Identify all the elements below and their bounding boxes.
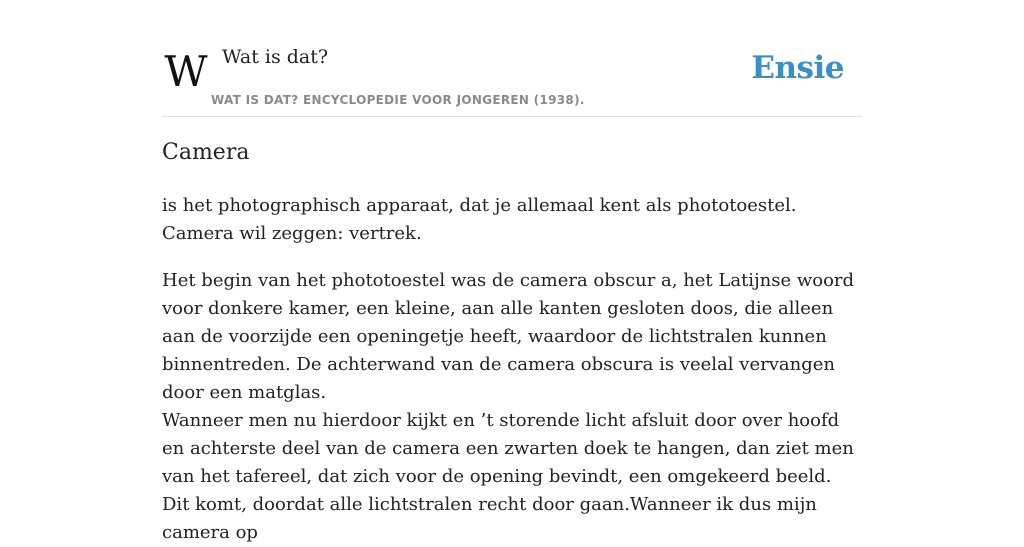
- book-logo-icon[interactable]: [164, 52, 208, 90]
- page: [162, 0, 862, 543]
- brand-logo-link[interactable]: Ensie: [751, 50, 844, 86]
- book-subtitle: WAT IS DAT? ENCYCLOPEDIE VOOR JONGEREN (1938).: [211, 93, 585, 107]
- entry-title: Camera: [162, 140, 250, 165]
- entry-paragraph: is het photographisch apparaat, dat je allemaal kent als phototoestel. Camera wil zeggen: vertrek.: [162, 195, 797, 244]
- header: [162, 0, 862, 117]
- logo-letter: W: [164, 52, 208, 90]
- entry-paragraph: Het begin van het phototoestel was de camera obscur a, het Latijnse woord voor donkere kamer, een kleine, aan alle kanten gesloten doos, die alleen aan de voorzijde een openingetje heeft, waardoor de lichtstralen kunnen binnentreden. De achterwand van de camera obscura is veelal vervangen door een matglas.: [162, 270, 855, 403]
- entry-paragraph: Wanneer men nu hierdoor kijkt en ’t storende licht afsluit door over hoofd en achterste deel van de camera een zwarten doek te hangen, dan ziet men van het tafereel, dat zich voor de opening bevindt, een omgekeerd beeld. Dit komt, doordat alle lichtstralen recht door gaan.Wanneer ik dus mijn camera op: [162, 410, 854, 543]
- book-title[interactable]: Wat is dat?: [222, 46, 329, 68]
